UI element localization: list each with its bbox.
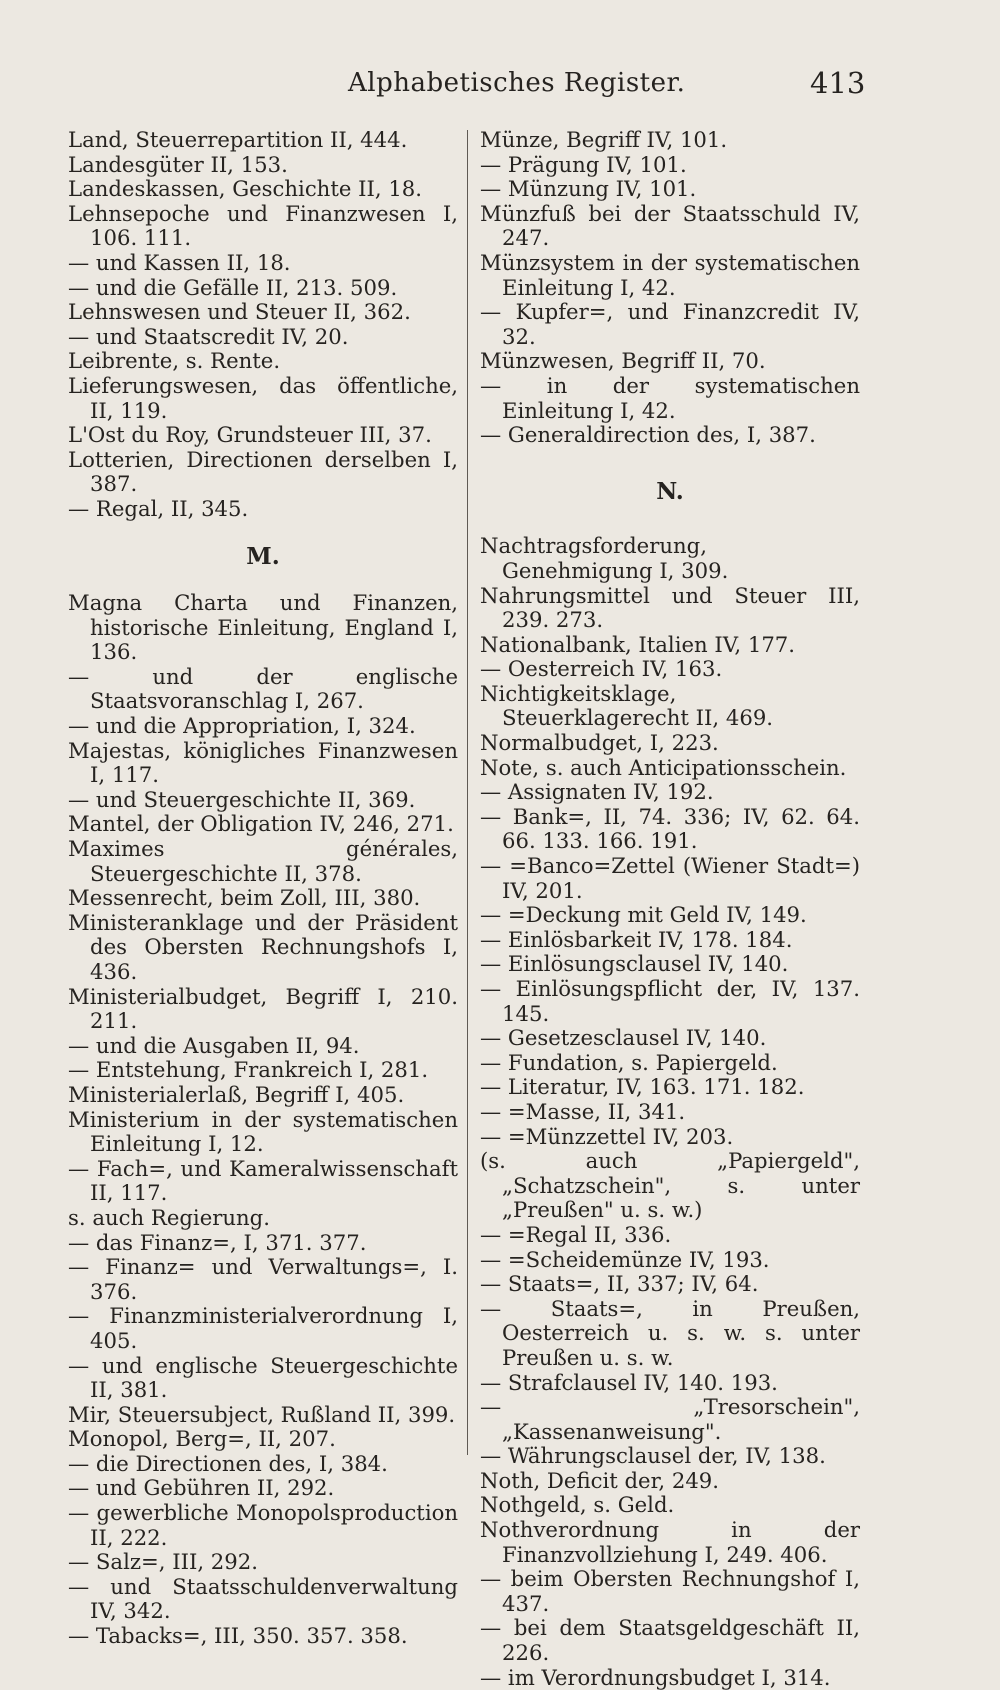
index-entry: Lehnsepoche und Finanzwesen I, 106. 111. [68, 200, 458, 251]
index-entry: — und Kassen II, 18. [68, 249, 291, 275]
index-entry: — bei dem Staatsgeldgeschäft II, 226. [480, 1615, 860, 1666]
index-entry: — =Münzzettel IV, 203. [480, 1123, 734, 1149]
index-entry: — Tabacks=, III, 350. 357. 358. [68, 1623, 408, 1649]
index-entry: — beim Obersten Rechnungshof I, 437. [480, 1566, 860, 1616]
index-entry: Lehnswesen und Steuer II, 362. [68, 299, 411, 325]
index-entry: Nothverordnung in der Finanzvollziehung I, 249. 406. [480, 1517, 860, 1567]
index-entry: — =Scheidemünze IV, 193. [480, 1246, 770, 1272]
index-entry: Magna Charta und Finanzen, historische Einleitung, England I, 136. [68, 590, 458, 665]
page-number: 413 [810, 66, 866, 100]
index-entry: — und Staatscredit IV, 20. [68, 323, 349, 349]
index-entry: — Entstehung, Frankreich I, 281. [68, 1057, 429, 1083]
index-entry: Nahrungsmittel und Steuer III, 239. 273. [480, 582, 860, 633]
index-entry: — gewerbliche Monopolsproduction II, 222. [68, 1500, 458, 1550]
index-entry: — Kupfer=, und Finanzcredit IV, 32. [480, 299, 860, 349]
index-entry: — =Regal II, 336. [480, 1221, 672, 1247]
index-entry: Maximes générales, Steuergeschichte II, 378. [68, 836, 458, 886]
index-entry: Nothgeld, s. Geld. [480, 1492, 675, 1518]
right-column [480, 128, 860, 1690]
index-entry: — Bank=, II, 74. 336; IV, 62. 64. 66. 133. 166. 191. [480, 803, 860, 854]
index-entry: — und die Gefälle II, 213. 509. [68, 274, 398, 300]
index-entry: — Finanzministerialverordnung I, 405. [68, 1303, 458, 1353]
index-entry: — Münzung IV, 101. [480, 176, 697, 202]
index-entry: — =Masse, II, 341. [480, 1098, 686, 1124]
index-entry: — Fundation, s. Papiergeld. [480, 1049, 778, 1075]
index-entry: — und Staatsschuldenverwaltung IV, 342. [68, 1573, 458, 1624]
column-divider [467, 130, 468, 1455]
index-entry: Ministerialerlaß, Begriff I, 405. [68, 1081, 405, 1107]
index-entry: Monopol, Berg=, II, 207. [68, 1426, 336, 1452]
index-entry: — und Steuergeschichte II, 369. [68, 786, 416, 812]
index-entry: — das Finanz=, I, 371. 377. [68, 1229, 367, 1255]
index-entry: Münzfuß bei der Staatsschuld IV, 247. [480, 200, 860, 251]
index-entry: Landeskassen, Geschichte II, 18. [68, 176, 423, 202]
index-entry: — und englische Steuergeschichte II, 381. [68, 1352, 458, 1403]
index-entry: L'Ost du Roy, Grundsteuer III, 37. [68, 422, 432, 448]
index-entry: Majestas, königliches Finanzwesen I, 117. [68, 737, 458, 788]
index-entry: Lieferungswesen, das öffentliche, II, 119. [68, 372, 458, 423]
section-heading-m: M. [246, 542, 280, 570]
index-entry: — Salz=, III, 292. [68, 1549, 258, 1575]
index-entry: — Strafclausel IV, 140. 193. [480, 1369, 778, 1395]
index-entry: Nachtragsforderung, Genehmigung I, 309. [480, 533, 729, 583]
index-entry: — Währungsclausel der, IV, 138. [480, 1443, 826, 1469]
index-entry: Messenrecht, beim Zoll, III, 380. [68, 885, 421, 911]
index-entry: Note, s. auch Anticipationsschein. [480, 754, 847, 780]
index-entry: Ministerialbudget, Begriff I, 210. 211. [68, 983, 458, 1034]
index-entry: Münzwesen, Begriff II, 70. [480, 348, 766, 374]
index-entry: — Literatur, IV, 163. 171. 182. [480, 1074, 805, 1100]
entries-letter-m [68, 591, 458, 1649]
index-entry: — und Gebühren II, 292. [68, 1475, 335, 1501]
running-head [0, 62, 1000, 102]
index-entry: — Einlösungspflicht der, IV, 137. 145. [480, 976, 860, 1026]
index-entry: — Generaldirection des, I, 387. [480, 422, 816, 448]
section-heading-n: N. [656, 477, 684, 505]
index-entry: — Finanz= und Verwaltungs=, I. 376. [68, 1254, 458, 1304]
index-entry: — im Verordnungsbudget I, 314. [480, 1664, 831, 1690]
index-entry: — Assignaten IV, 192. [480, 779, 714, 805]
entries-letter-l [68, 128, 458, 522]
index-entry: Normalbudget, I, 223. [480, 730, 719, 756]
index-entry: — Gesetzesclausel IV, 140. [480, 1025, 767, 1051]
index-entry: — und die Appropriation, I, 324. [68, 713, 416, 739]
index-entry: — Fach=, und Kameralwissenschaft II, 117. [68, 1155, 458, 1206]
index-entry: — und der englische Staatsvoranschlag I, 267. [68, 663, 458, 714]
index-entry: — Staats=, in Preußen, Oesterreich u. s. w. s. unter Preußen u. s. w. [480, 1295, 860, 1370]
index-entry: Mantel, der Obligation IV, 246, 271. [68, 811, 454, 837]
running-head-title: Alphabetisches Register. [348, 68, 686, 98]
index-entry: s. auch Regierung. [68, 1204, 270, 1230]
index-entry: — Einlösungsclausel IV, 140. [480, 951, 789, 977]
index-entry: — die Directionen des, I, 384. [68, 1450, 388, 1476]
index-entry: Nationalbank, Italien IV, 177. [480, 631, 796, 657]
index-entry: Mir, Steuersubject, Rußland II, 399. [68, 1401, 456, 1427]
index-entry: Münze, Begriff IV, 101. [480, 127, 728, 152]
index-entry: Ministerium in der systematischen Einleitung I, 12. [68, 1106, 458, 1157]
index-entry: — Staats=, II, 337; IV, 64. [480, 1271, 759, 1297]
entries-letter-n [480, 534, 860, 1690]
index-entry: — Regal, II, 345. [68, 495, 249, 521]
entries-letter-m-continued [480, 128, 860, 448]
index-entry: Landesgüter II, 153. [68, 151, 288, 177]
left-column [68, 128, 458, 1649]
index-entry: Nichtigkeitsklage, Steuerklagerecht II, 469. [480, 680, 774, 731]
index-entry: Land, Steuerrepartition II, 444. [68, 127, 408, 152]
index-entry: Noth, Deficit der, 249. [480, 1467, 720, 1493]
index-entry: Ministeranklage und der Präsident des Obersten Rechnungshofs I, 436. [68, 909, 458, 984]
index-entry: — =Banco=Zettel (Wiener Stadt=) IV, 201. [480, 853, 860, 903]
index-entry: — in der systematischen Einleitung I, 42. [480, 372, 860, 423]
index-entry: Leibrente, s. Rente. [68, 348, 281, 374]
index-entry: — Oesterreich IV, 163. [480, 656, 723, 682]
index-entry: (s. auch „Papiergeld", „Schatzschein", s. unter „Preußen" u. s. w.) [480, 1148, 860, 1223]
index-entry: — Prägung IV, 101. [480, 151, 687, 177]
index-entry: — =Deckung mit Geld IV, 149. [480, 902, 807, 928]
index-entry: — „Tresorschein", „Kassenanweisung". [480, 1394, 860, 1444]
index-entry: — Einlösbarkeit IV, 178. 184. [480, 926, 793, 952]
index-entry: Lotterien, Directionen derselben I, 387. [68, 446, 458, 497]
index-entry: — und die Ausgaben II, 94. [68, 1032, 360, 1058]
index-entry: Münzsystem in der systematischen Einleitung I, 42. [480, 249, 860, 300]
